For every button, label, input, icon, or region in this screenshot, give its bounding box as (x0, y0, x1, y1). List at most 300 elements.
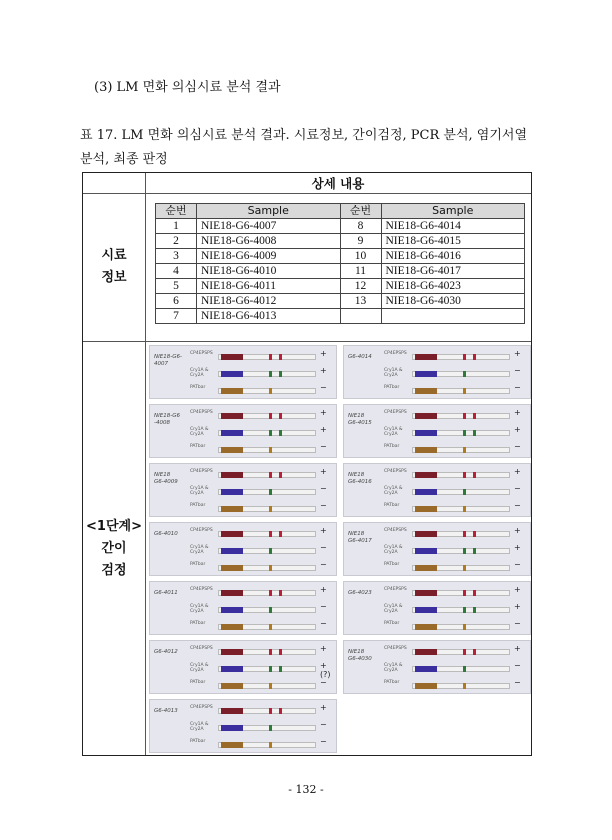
sample-pad (221, 531, 243, 537)
col-header: Sample (197, 204, 341, 219)
strip-label: Cry1A & Cry2A (190, 604, 209, 614)
handwritten-sample-tag: NIE18-G6- 4007 (154, 354, 182, 367)
analysis-table (82, 172, 532, 756)
strip-label: Cry1A & Cry2A (190, 486, 209, 496)
result-mark: + (514, 585, 521, 594)
test-strip (412, 447, 510, 453)
cell: NIE18-G6-4023 (381, 279, 525, 294)
test-band (473, 430, 476, 436)
test-strip (412, 531, 510, 537)
test-strip (218, 388, 316, 394)
sample-pad (415, 548, 437, 554)
sample-pad (415, 666, 437, 672)
test-band (473, 413, 476, 419)
handwritten-sample-tag: G6-4012 (154, 649, 178, 655)
cell: NIE18-G6-4013 (197, 309, 341, 324)
control-band (463, 489, 466, 495)
strip-row (190, 349, 334, 363)
test-strip (412, 413, 510, 419)
strip-label: PATbar (384, 680, 400, 685)
result-mark: − (514, 383, 521, 392)
test-strip (218, 649, 316, 655)
test-strip (412, 607, 510, 613)
test-strip (218, 607, 316, 613)
test-strip-photo (343, 404, 531, 458)
cell: 10 (340, 249, 381, 264)
strip-label: Cry1A & Cry2A (384, 486, 403, 496)
test-strip (218, 548, 316, 554)
cell: 13 (340, 294, 381, 309)
cell: 9 (340, 234, 381, 249)
test-band (279, 413, 282, 419)
col-header: 순번 (156, 204, 197, 219)
test-strip (412, 548, 510, 554)
sample-pad (415, 506, 437, 512)
test-band (473, 354, 476, 360)
strip-row (384, 543, 528, 557)
test-strip (412, 590, 510, 596)
test-band (473, 531, 476, 537)
test-band (473, 607, 476, 613)
handwritten-sample-tag: G6-4010 (154, 531, 178, 537)
control-band (463, 388, 466, 394)
strip-row (384, 585, 528, 599)
handwritten-sample-tag: G6-4023 (348, 590, 372, 596)
strip-label: Cry1A & Cry2A (384, 545, 403, 555)
handwritten-sample-tag: NIE18 G6-4030 (348, 649, 372, 662)
control-band (463, 371, 466, 377)
control-band (463, 531, 466, 537)
control-band (269, 472, 272, 478)
result-mark: + (320, 644, 327, 653)
sample-pad (221, 624, 243, 630)
strip-label: CP4EPSPS (190, 351, 213, 356)
cell: NIE18-G6-4015 (381, 234, 525, 249)
test-strip (218, 666, 316, 672)
result-mark: − (514, 560, 521, 569)
strip-row (190, 619, 334, 633)
sample-pad (415, 683, 437, 689)
control-band (463, 413, 466, 419)
result-mark: + (320, 408, 327, 417)
control-band (269, 590, 272, 596)
test-band (279, 708, 282, 714)
sample-pad (221, 708, 243, 714)
strip-label: CP4EPSPS (190, 646, 213, 651)
strip-row (384, 484, 528, 498)
strip-label: CP4EPSPS (384, 646, 407, 651)
strip-row (384, 408, 528, 422)
control-band (269, 565, 272, 571)
result-mark: + (514, 349, 521, 358)
sample-pad (415, 624, 437, 630)
sample-pad (415, 430, 437, 436)
cell: NIE18-G6-4009 (197, 249, 341, 264)
cell: NIE18-G6-4012 (197, 294, 341, 309)
cell: 4 (156, 264, 197, 279)
test-strip (218, 742, 316, 748)
test-strip-photo (149, 640, 337, 694)
cell: NIE18-G6-4030 (381, 294, 525, 309)
result-mark: − (320, 501, 327, 510)
strip-label: CP4EPSPS (384, 351, 407, 356)
test-strip (218, 683, 316, 689)
strip-row (190, 602, 334, 616)
table-caption: 표 17. LM 면화 의심시료 분석 결과. 시료정보, 간이검정, PCR 분석, 염기서열 분석, 최종 판정 (80, 128, 528, 167)
sample-pad (221, 489, 243, 495)
test-strip (412, 489, 510, 495)
sample-pad (221, 666, 243, 672)
sample-list-table (155, 203, 525, 324)
test-strip-photo (343, 463, 531, 517)
test-strip-photo (343, 581, 531, 635)
strip-label: CP4EPSPS (384, 528, 407, 533)
control-band (269, 430, 272, 436)
cell: 2 (156, 234, 197, 249)
table-row (156, 294, 525, 309)
control-band (269, 489, 272, 495)
test-strip-photo (149, 345, 337, 399)
sample-pad (221, 472, 243, 478)
label-line: 검정 (101, 563, 127, 578)
strip-label: Cry1A & Cry2A (384, 604, 403, 614)
test-band (279, 472, 282, 478)
strip-row (190, 661, 334, 679)
test-strip (218, 590, 316, 596)
result-mark: + (514, 602, 521, 611)
result-mark: − (514, 661, 521, 670)
strip-row (190, 501, 334, 515)
result-mark: − (320, 737, 327, 746)
cell: NIE18-G6-4008 (197, 234, 341, 249)
sample-pad (221, 413, 243, 419)
cell: 3 (156, 249, 197, 264)
handwritten-sample-tag: NIE18-G6 -4008 (154, 413, 180, 426)
strip-label: CP4EPSPS (190, 705, 213, 710)
strip-row (190, 720, 334, 734)
strip-row (190, 678, 334, 692)
strip-row (384, 644, 528, 658)
test-strip (218, 531, 316, 537)
sample-pad (415, 447, 437, 453)
strip-row (384, 501, 528, 515)
result-mark: + (320, 467, 327, 476)
strip-label: PATbar (384, 385, 400, 390)
strip-row (384, 383, 528, 397)
control-band (269, 708, 272, 714)
result-mark: + (320, 585, 327, 594)
strip-row (384, 442, 528, 456)
sample-pad (415, 607, 437, 613)
strip-row (190, 408, 334, 422)
test-strip (218, 708, 316, 714)
strip-label: Cry1A & Cry2A (384, 368, 403, 378)
cell: NIE18-G6-4016 (381, 249, 525, 264)
strip-row (190, 644, 334, 658)
test-strip (218, 447, 316, 453)
test-strip (412, 649, 510, 655)
strip-label: PATbar (190, 562, 206, 567)
control-band (269, 742, 272, 748)
sample-pad (221, 506, 243, 512)
sample-pad (221, 725, 243, 731)
strip-row (190, 442, 334, 456)
strip-row (384, 467, 528, 481)
test-strip-photo (343, 345, 531, 399)
result-mark: + (320, 703, 327, 712)
sample-pad (415, 565, 437, 571)
result-mark: + (514, 644, 521, 653)
test-strip-photo (149, 404, 337, 458)
control-band (269, 624, 272, 630)
strip-row (384, 678, 528, 692)
sample-pad (415, 531, 437, 537)
sample-pad (221, 430, 243, 436)
row-label-simple-test (83, 341, 145, 757)
table-row (156, 234, 525, 249)
test-band (473, 548, 476, 554)
test-strip (218, 430, 316, 436)
sample-pad (415, 388, 437, 394)
strip-label: PATbar (190, 680, 206, 685)
strip-label: PATbar (190, 503, 206, 508)
control-band (463, 565, 466, 571)
cell (381, 309, 525, 324)
strip-row (384, 560, 528, 574)
strip-row (190, 703, 334, 717)
test-band (473, 472, 476, 478)
table-row (156, 219, 525, 234)
sample-pad (415, 489, 437, 495)
result-mark: − (320, 602, 327, 611)
control-band (269, 506, 272, 512)
sample-pad (415, 590, 437, 596)
strip-row (190, 737, 334, 751)
sample-pad (221, 649, 243, 655)
result-mark: − (514, 484, 521, 493)
test-strip-photo (343, 522, 531, 576)
control-band (463, 472, 466, 478)
control-band (269, 413, 272, 419)
sample-pad (415, 413, 437, 419)
test-band (279, 590, 282, 596)
strip-row (384, 602, 528, 616)
cell: NIE18-G6-4007 (197, 219, 341, 234)
control-band (269, 649, 272, 655)
test-strip (412, 565, 510, 571)
strip-row (190, 543, 334, 557)
test-strip (412, 666, 510, 672)
handwritten-sample-tag: G6-4013 (154, 708, 178, 714)
test-strip (412, 354, 510, 360)
strip-label: CP4EPSPS (384, 587, 407, 592)
test-strip (412, 371, 510, 377)
strip-row (384, 425, 528, 439)
control-band (463, 666, 466, 672)
strip-label: Cry1A & Cry2A (190, 722, 209, 732)
control-band (269, 548, 272, 554)
result-mark: + (514, 467, 521, 476)
strip-row (190, 383, 334, 397)
test-band (279, 531, 282, 537)
handwritten-sample-tag: G6-4014 (348, 354, 372, 360)
result-mark: + (320, 526, 327, 535)
cell: 1 (156, 219, 197, 234)
strip-row (384, 366, 528, 380)
test-strip-photo (343, 640, 531, 694)
strip-row (190, 425, 334, 439)
control-band (269, 354, 272, 360)
col-header: 순번 (340, 204, 381, 219)
test-strip-photo (149, 699, 337, 753)
table-row (156, 309, 525, 324)
test-strip (218, 725, 316, 731)
sample-pad (221, 742, 243, 748)
strip-label: CP4EPSPS (384, 469, 407, 474)
table-row (156, 249, 525, 264)
result-mark: − (514, 619, 521, 628)
test-strip (412, 388, 510, 394)
strip-label: Cry1A & Cry2A (190, 427, 209, 437)
cell: 6 (156, 294, 197, 309)
test-band (279, 371, 282, 377)
handwritten-sample-tag: NIE18 G6-4017 (348, 531, 372, 544)
strip-row (190, 484, 334, 498)
cell (340, 309, 381, 324)
test-strip (218, 624, 316, 630)
strip-label: CP4EPSPS (190, 528, 213, 533)
control-band (463, 430, 466, 436)
sample-pad (221, 607, 243, 613)
result-mark: + (320, 425, 327, 434)
strip-label: Cry1A & Cry2A (190, 663, 209, 673)
test-strip-photo (149, 581, 337, 635)
cell: 8 (340, 219, 381, 234)
test-strip (218, 354, 316, 360)
strip-row (190, 560, 334, 574)
control-band (269, 725, 272, 731)
label-line: 간이 (101, 541, 127, 556)
strip-label: PATbar (384, 503, 400, 508)
table-header: 상세 내용 (311, 176, 365, 191)
table-row (156, 279, 525, 294)
control-band (269, 666, 272, 672)
cell: 12 (340, 279, 381, 294)
test-strip (412, 506, 510, 512)
test-strip-photo (149, 522, 337, 576)
row-label-sample-info (83, 193, 145, 341)
handwritten-sample-tag: G6-4011 (154, 590, 178, 596)
handwritten-sample-tag: NIE18 G6-4015 (348, 413, 372, 426)
test-band (473, 590, 476, 596)
result-mark: + (320, 349, 327, 358)
strip-label: CP4EPSPS (190, 469, 213, 474)
cell: 5 (156, 279, 197, 294)
strip-label: PATbar (384, 562, 400, 567)
strip-label: PATbar (190, 385, 206, 390)
label-line: 시료 (101, 248, 127, 263)
strip-label: Cry1A & Cry2A (190, 545, 209, 555)
control-band (463, 548, 466, 554)
strip-label: CP4EPSPS (384, 410, 407, 415)
strip-label: Cry1A & Cry2A (384, 427, 403, 437)
result-mark: + (514, 526, 521, 535)
strip-label: Cry1A & Cry2A (384, 663, 403, 673)
sample-pad (415, 371, 437, 377)
control-band (269, 607, 272, 613)
handwritten-sample-tag: NIE18 G6-4009 (154, 472, 178, 485)
control-band (269, 531, 272, 537)
strip-row (190, 526, 334, 540)
test-band (473, 649, 476, 655)
control-band (463, 354, 466, 360)
test-strip (412, 624, 510, 630)
strip-label: PATbar (384, 444, 400, 449)
result-mark: + (?) (320, 661, 331, 679)
control-band (463, 447, 466, 453)
label-line: 정보 (101, 270, 127, 285)
test-strip (412, 683, 510, 689)
control-band (269, 371, 272, 377)
result-mark: − (514, 366, 521, 375)
control-band (463, 607, 466, 613)
cell: 11 (340, 264, 381, 279)
control-band (463, 506, 466, 512)
cell: NIE18-G6-4011 (197, 279, 341, 294)
strip-label: Cry1A & Cry2A (190, 368, 209, 378)
sample-pad (221, 354, 243, 360)
test-strip (412, 472, 510, 478)
result-mark: − (514, 501, 521, 510)
test-strip (412, 430, 510, 436)
test-band (279, 430, 282, 436)
sample-pad (221, 548, 243, 554)
sample-pad (221, 565, 243, 571)
result-mark: + (514, 425, 521, 434)
result-mark: − (320, 442, 327, 451)
strip-row (190, 467, 334, 481)
test-strip (218, 506, 316, 512)
test-strip-photo (149, 463, 337, 517)
sample-pad (221, 388, 243, 394)
strip-label: PATbar (384, 621, 400, 626)
result-mark: + (514, 408, 521, 417)
strip-row (384, 661, 528, 675)
strip-label: PATbar (190, 739, 206, 744)
test-band (279, 666, 282, 672)
result-mark: − (514, 678, 521, 687)
strip-row (190, 366, 334, 380)
control-band (463, 590, 466, 596)
control-band (269, 683, 272, 689)
test-strip (218, 413, 316, 419)
strip-row (384, 619, 528, 633)
result-mark: − (320, 678, 327, 687)
result-mark: + (514, 543, 521, 552)
sample-pad (221, 371, 243, 377)
strip-label: PATbar (190, 444, 206, 449)
test-band (279, 649, 282, 655)
result-mark: − (320, 543, 327, 552)
strip-row (384, 349, 528, 363)
test-band (279, 354, 282, 360)
result-mark: − (320, 720, 327, 729)
strip-label: CP4EPSPS (190, 410, 213, 415)
result-mark: − (320, 484, 327, 493)
control-band (463, 624, 466, 630)
cell: NIE18-G6-4010 (197, 264, 341, 279)
control-band (269, 447, 272, 453)
